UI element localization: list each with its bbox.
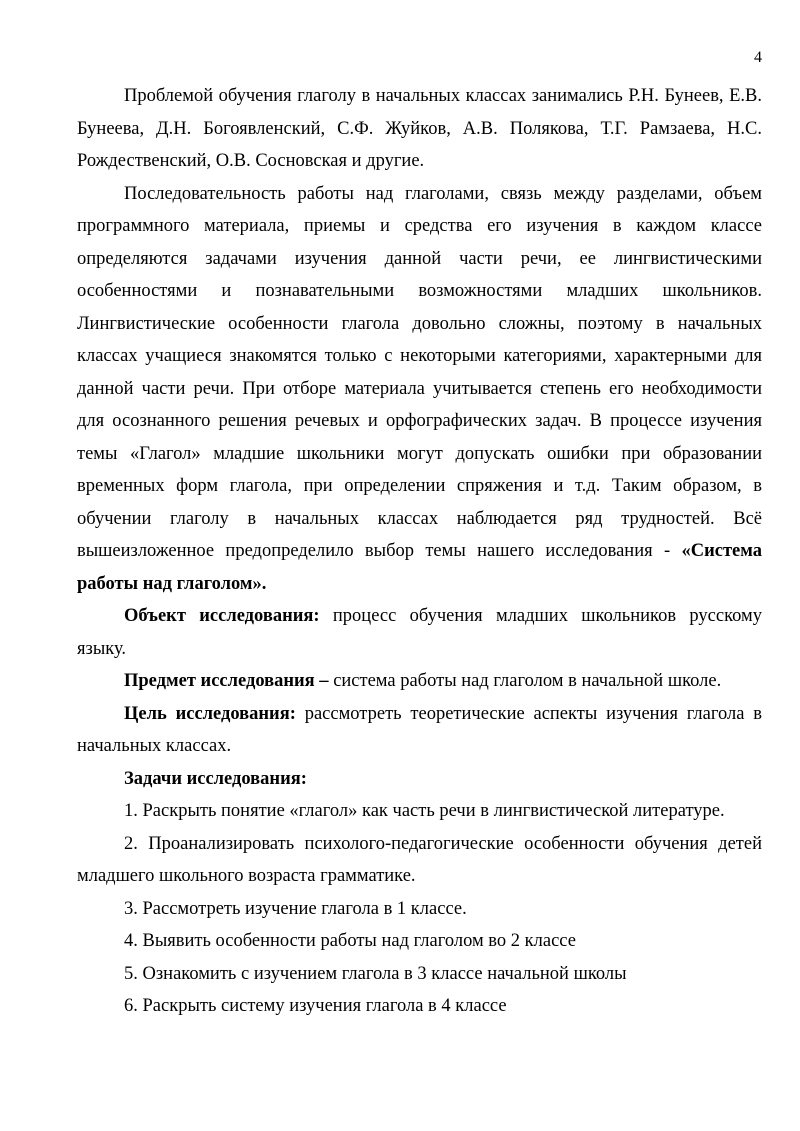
paragraph-relevance	[77, 178, 762, 601]
research-topic: «Система работы над глаголом».	[77, 541, 762, 594]
paragraph-researchers: Проблемой обучения глаголу в начальных классах занимались Р.Н. Бунеев, Е.В. Бунеева, Д.Н. Богоявленский, С.Ф. Жуйков, А.В. Полякова, Т.Г. Рамзаева, Н.С. Рождественский, О.В. Сосновская и другие.	[77, 86, 762, 171]
tasks-heading: Задачи исследования:	[124, 768, 307, 789]
page-number: 4	[754, 49, 762, 66]
task-item: 3. Рассмотреть изучение глагола в 1 классе.	[124, 898, 467, 919]
paragraph-goal	[77, 698, 762, 763]
subject-text: система работы над глаголом в начальной школе.	[328, 671, 722, 691]
task-item: 1. Раскрыть понятие «глагол» как часть речи в лингвистической литературе.	[124, 801, 725, 821]
paragraph-object	[77, 600, 762, 665]
object-text: процесс обучения младших школьников русскому языку.	[77, 606, 762, 659]
goal-text: рассмотреть теоретические аспекты изучения глагола в начальных классах.	[77, 703, 762, 756]
paragraph-subject	[77, 665, 762, 698]
subject-label: Предмет исследования –	[124, 671, 329, 691]
relevance-text: Последовательность работы над глаголами, связь между разделами, объем программного материала, приемы и средства его изучения в каждом классе определяются задачами изучения данной части речи, ее лингвистическими особенностями и познавательными возможностями младших школьников. Лингвистические особенности глагола довольно сложны, поэтому в начальных классах учащиеся знакомятся только с некоторыми категориями, характерными для данной части речи. При отборе материала учитывается степень его необходимости для осознанного решения речевых и орфографических задач. В процессе изучения темы «Глагол» младшие школьники могут допускать ошибки при образовании временных форм глагола, при определении спряжения и т.д. Таким образом, в обучении глаголу в начальных классах наблюдается ряд трудностей. Всё вышеизложенное предопределило выбор темы нашего исследования -	[77, 183, 762, 561]
task-item: 5. Ознакомить с изучением глагола в 3 классе начальной школы	[124, 963, 627, 984]
object-label: Объект исследования:	[124, 606, 320, 626]
document-body	[77, 80, 762, 1023]
goal-label: Цель исследования:	[124, 703, 296, 724]
task-item: 2. Проанализировать психолого-педагогические особенности обучения детей младшего школьного возраста грамматике.	[77, 833, 762, 886]
task-item: 4. Выявить особенности работы над глаголом во 2 классе	[124, 931, 576, 951]
task-item: 6. Раскрыть систему изучения глагола в 4 классе	[124, 996, 507, 1016]
